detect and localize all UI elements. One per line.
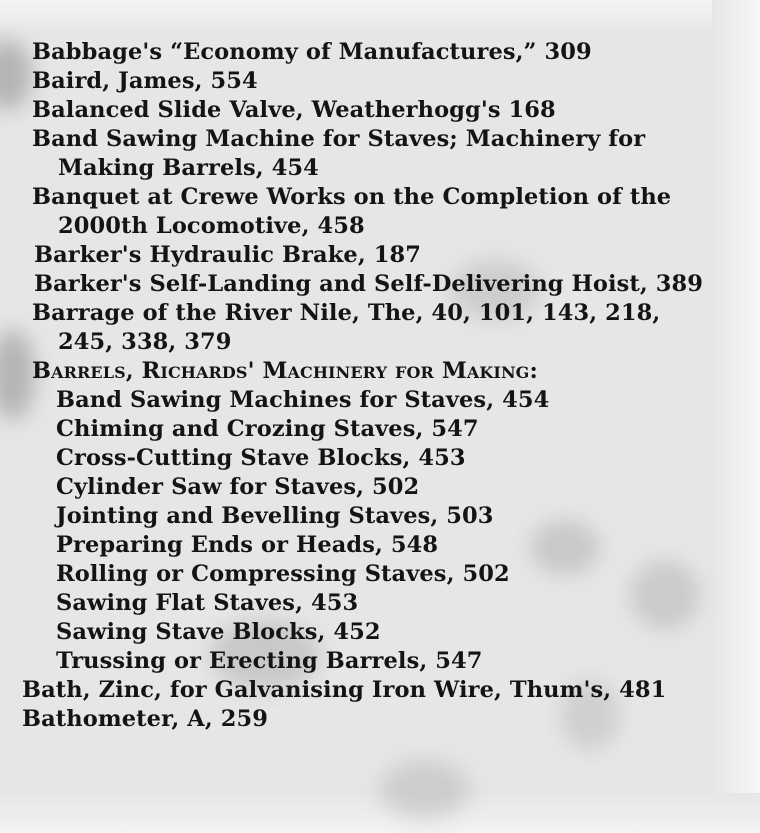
index-subentry: Trussing or Erecting Barrels, 547: [56, 648, 483, 674]
index-list: [22, 38, 722, 734]
index-entry: Bath, Zinc, for Galvanising Iron Wire, Thum's, 481: [22, 677, 667, 703]
index-subentry: Cylinder Saw for Staves, 502: [56, 474, 420, 500]
index-subentry: Preparing Ends or Heads, 548: [56, 532, 439, 558]
index-subentry: Sawing Stave Blocks, 452: [56, 619, 381, 645]
index-subentry: Sawing Flat Staves, 453: [56, 590, 359, 616]
index-entry: Barker's Hydraulic Brake, 187: [34, 242, 421, 268]
index-entry: Baird, James, 554: [32, 68, 258, 94]
ink-smudge: [380, 760, 470, 820]
page-bottom-edge: [0, 793, 760, 833]
index-entry: Babbage's “Economy of Manufactures,” 309: [32, 39, 592, 65]
index-subentry: Chiming and Crozing Staves, 547: [56, 416, 479, 442]
index-entry: Balanced Slide Valve, Weatherhogg's 168: [32, 97, 556, 123]
index-entry: Bathometer, A, 259: [22, 706, 268, 732]
index-subentry: Band Sawing Machines for Staves, 454: [56, 387, 550, 413]
index-entry: Barker's Self-Landing and Self-Delivering Hoist, 389: [34, 271, 704, 297]
index-entry: Banquet at Crewe Works on the Completion of the 2000th Locomotive, 458: [32, 184, 672, 239]
index-subentry: Jointing and Bevelling Staves, 503: [56, 503, 494, 529]
index-subentry: Rolling or Compressing Staves, 502: [56, 561, 510, 587]
page-top-edge: [0, 0, 760, 34]
index-subentry: Cross-Cutting Stave Blocks, 453: [56, 445, 466, 471]
index-heading: Barrels, Richards' Machinery for Making:: [32, 358, 538, 384]
index-entry: Band Sawing Machine for Staves; Machinery for Making Barrels, 454: [32, 126, 646, 181]
index-entry: Barrage of the River Nile, The, 40, 101, 143, 218, 245, 338, 379: [32, 300, 661, 355]
